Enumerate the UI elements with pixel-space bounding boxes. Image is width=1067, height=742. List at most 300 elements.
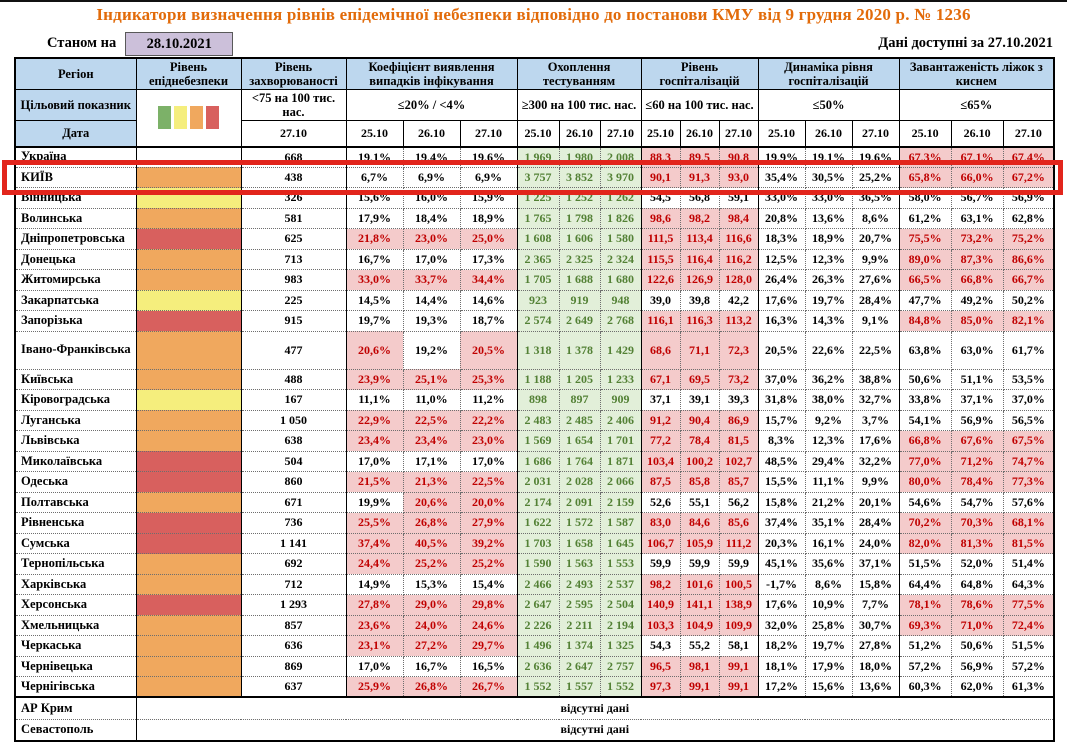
- hospitalization-cell: 54,5: [641, 188, 680, 209]
- dynamics-cell: 38,8%: [852, 369, 899, 390]
- no-data-cell: відсутні дані: [136, 697, 1054, 719]
- dynamics-cell: 20,3%: [758, 533, 805, 554]
- incidence-cell: 692: [241, 554, 346, 575]
- dynamics-cell: 35,6%: [805, 554, 852, 575]
- region-cell: Донецька: [15, 249, 136, 270]
- danger-level-cell: [136, 188, 241, 209]
- danger-level-cell: [136, 451, 241, 472]
- oxygen-cell: 56,7%: [951, 188, 1003, 209]
- dynamics-cell: 15,8%: [852, 574, 899, 595]
- hospitalization-cell: 128,0: [719, 270, 758, 291]
- dynamics-cell: 16,1%: [805, 533, 852, 554]
- testing-cell: 1 686: [517, 451, 559, 472]
- incidence-cell: 712: [241, 574, 346, 595]
- table-row: [15, 472, 1054, 493]
- oxygen-cell: 63,0%: [951, 331, 1003, 369]
- oxygen-cell: 61,3%: [1003, 677, 1054, 698]
- oxygen-cell: 67,6%: [951, 431, 1003, 452]
- testing-cell: 1 552: [600, 677, 641, 698]
- dynamics-cell: 18,0%: [852, 656, 899, 677]
- oxygen-cell: 82,0%: [899, 533, 951, 554]
- hospitalization-cell: 105,9: [680, 533, 719, 554]
- oxygen-cell: 47,7%: [899, 290, 951, 311]
- hospitalization-cell: 88,3: [641, 147, 680, 168]
- incidence-cell: 857: [241, 615, 346, 636]
- hospitalization-cell: 67,1: [641, 369, 680, 390]
- oxygen-cell: 51,2%: [899, 636, 951, 657]
- testing-cell: 1 608: [517, 229, 559, 250]
- oxygen-cell: 78,1%: [899, 595, 951, 616]
- dynamics-cell: 32,7%: [852, 390, 899, 411]
- hospitalization-cell: 96,5: [641, 656, 680, 677]
- testing-cell: 2 595: [559, 595, 600, 616]
- hospitalization-cell: 52,6: [641, 492, 680, 513]
- dynamics-cell: 29,4%: [805, 451, 852, 472]
- hospitalization-cell: 54,3: [641, 636, 680, 657]
- dynamics-cell: 37,4%: [758, 513, 805, 534]
- testing-cell: 1 572: [559, 513, 600, 534]
- region-cell: Запорізька: [15, 311, 136, 332]
- dynamics-cell: 16,3%: [758, 311, 805, 332]
- testing-cell: 1 798: [559, 208, 600, 229]
- dynamics-cell: 9,9%: [852, 249, 899, 270]
- table-row: [15, 677, 1054, 698]
- danger-level-cell: [136, 574, 241, 595]
- danger-level-cell: [136, 472, 241, 493]
- legend-swatch: [206, 106, 219, 129]
- region-cell: Волинська: [15, 208, 136, 229]
- oxygen-cell: 54,6%: [899, 492, 951, 513]
- incidence-cell: 1 293: [241, 595, 346, 616]
- date-cell: 27.10: [852, 121, 899, 147]
- danger-level-cell: [136, 229, 241, 250]
- detection-cell: 18,9%: [460, 208, 517, 229]
- dynamics-cell: 12,5%: [758, 249, 805, 270]
- hospitalization-cell: 56,8: [680, 188, 719, 209]
- incidence-cell: 671: [241, 492, 346, 513]
- dynamics-cell: 36,2%: [805, 369, 852, 390]
- table-row: [15, 615, 1054, 636]
- detection-cell: 21,8%: [346, 229, 403, 250]
- oxygen-cell: 86,6%: [1003, 249, 1054, 270]
- testing-cell: 2 211: [559, 615, 600, 636]
- detection-cell: 18,7%: [460, 311, 517, 332]
- detection-cell: 27,2%: [403, 636, 460, 657]
- testing-cell: 3 970: [600, 167, 641, 188]
- table-row: [15, 533, 1054, 554]
- hospitalization-cell: 98,2: [641, 574, 680, 595]
- oxygen-cell: 56,5%: [1003, 410, 1054, 431]
- danger-level-cell: [136, 167, 241, 188]
- hospitalization-cell: 58,1: [719, 636, 758, 657]
- detection-cell: 40,5%: [403, 533, 460, 554]
- testing-cell: 1 262: [600, 188, 641, 209]
- detection-cell: 16,7%: [346, 249, 403, 270]
- detection-cell: 17,9%: [346, 208, 403, 229]
- oxygen-cell: 63,8%: [899, 331, 951, 369]
- dynamics-cell: 14,3%: [805, 311, 852, 332]
- hospitalization-cell: 98,2: [680, 208, 719, 229]
- testing-cell: 1 606: [559, 229, 600, 250]
- testing-cell: 1 980: [559, 147, 600, 168]
- oxygen-cell: 61,2%: [899, 208, 951, 229]
- date-cell: 25.10: [641, 121, 680, 147]
- oxygen-cell: 71,2%: [951, 451, 1003, 472]
- oxygen-cell: 75,2%: [1003, 229, 1054, 250]
- region-cell: Луганська: [15, 410, 136, 431]
- detection-cell: 26,8%: [403, 513, 460, 534]
- dynamics-cell: 45,1%: [758, 554, 805, 575]
- testing-cell: 1 318: [517, 331, 559, 369]
- report-date-bar: [14, 31, 1053, 56]
- testing-cell: 2 174: [517, 492, 559, 513]
- oxygen-cell: 85,0%: [951, 311, 1003, 332]
- region-cell: Херсонська: [15, 595, 136, 616]
- oxygen-cell: 66,8%: [951, 270, 1003, 291]
- dynamics-cell: 17,6%: [758, 290, 805, 311]
- target-detection: ≤20% / <4%: [346, 90, 517, 121]
- target-row-label: Цільовий показник: [15, 90, 136, 121]
- detection-cell: 15,4%: [460, 574, 517, 595]
- oxygen-cell: 67,4%: [1003, 147, 1054, 168]
- hospitalization-cell: 55,2: [680, 636, 719, 657]
- hospitalization-cell: 71,1: [680, 331, 719, 369]
- testing-cell: 909: [600, 390, 641, 411]
- dynamics-cell: 20,7%: [852, 229, 899, 250]
- incidence-cell: 638: [241, 431, 346, 452]
- oxygen-cell: 77,0%: [899, 451, 951, 472]
- detection-cell: 19,1%: [346, 147, 403, 168]
- detection-cell: 22,2%: [460, 410, 517, 431]
- incidence-cell: 581: [241, 208, 346, 229]
- table-row: [15, 636, 1054, 657]
- testing-cell: 948: [600, 290, 641, 311]
- oxygen-cell: 72,4%: [1003, 615, 1054, 636]
- region-cell: Черкаська: [15, 636, 136, 657]
- testing-cell: 1 205: [559, 369, 600, 390]
- incidence-cell: 438: [241, 167, 346, 188]
- oxygen-cell: 54,1%: [899, 410, 951, 431]
- danger-level-cell: [136, 554, 241, 575]
- oxygen-cell: 62,0%: [951, 677, 1003, 698]
- detection-cell: 17,3%: [460, 249, 517, 270]
- testing-cell: 2 194: [600, 615, 641, 636]
- testing-cell: 1 557: [559, 677, 600, 698]
- dynamics-cell: -1,7%: [758, 574, 805, 595]
- dynamics-cell: 28,4%: [852, 290, 899, 311]
- testing-cell: 2 466: [517, 574, 559, 595]
- table-row: [15, 656, 1054, 677]
- testing-cell: 1 871: [600, 451, 641, 472]
- danger-level-cell: [136, 656, 241, 677]
- oxygen-cell: 64,8%: [951, 574, 1003, 595]
- dynamics-cell: 18,9%: [805, 229, 852, 250]
- oxygen-cell: 67,1%: [951, 147, 1003, 168]
- detection-cell: 26,7%: [460, 677, 517, 698]
- date-cell: 25.10: [758, 121, 805, 147]
- danger-level-cell: [136, 533, 241, 554]
- date-cell: 26.10: [951, 121, 1003, 147]
- hospitalization-cell: 141,1: [680, 595, 719, 616]
- region-cell: Севастополь: [15, 719, 136, 741]
- date-cell: 27.10: [241, 121, 346, 147]
- detection-cell: 17,0%: [346, 656, 403, 677]
- dynamics-cell: 15,6%: [805, 677, 852, 698]
- oxygen-cell: 75,5%: [899, 229, 951, 250]
- region-cell: Полтавська: [15, 492, 136, 513]
- hospitalization-cell: 39,3: [719, 390, 758, 411]
- detection-cell: 14,4%: [403, 290, 460, 311]
- danger-level-cell: [136, 636, 241, 657]
- oxygen-cell: 84,8%: [899, 311, 951, 332]
- oxygen-cell: 82,1%: [1003, 311, 1054, 332]
- detection-cell: 33,7%: [403, 270, 460, 291]
- detection-cell: 14,6%: [460, 290, 517, 311]
- detection-cell: 19,6%: [460, 147, 517, 168]
- hospitalization-cell: 59,9: [641, 554, 680, 575]
- testing-cell: 1 826: [600, 208, 641, 229]
- region-cell: КИЇВ: [15, 167, 136, 188]
- oxygen-cell: 58,0%: [899, 188, 951, 209]
- dynamics-cell: 17,6%: [758, 595, 805, 616]
- dynamics-cell: 15,7%: [758, 410, 805, 431]
- dynamics-cell: 35,1%: [805, 513, 852, 534]
- hospitalization-cell: 91,3: [680, 167, 719, 188]
- hospitalization-cell: 83,0: [641, 513, 680, 534]
- hospitalization-cell: 98,6: [641, 208, 680, 229]
- hospitalization-cell: 113,4: [680, 229, 719, 250]
- col-header-detection: Коефіцієнт виявлення випадків інфікування: [346, 58, 517, 90]
- hospitalization-cell: 106,7: [641, 533, 680, 554]
- hospitalization-cell: 91,2: [641, 410, 680, 431]
- dynamics-cell: 48,5%: [758, 451, 805, 472]
- region-cell: Одеська: [15, 472, 136, 493]
- hospitalization-cell: 99,1: [719, 677, 758, 698]
- hospitalization-cell: 122,6: [641, 270, 680, 291]
- dynamics-cell: 33,0%: [758, 188, 805, 209]
- dynamics-cell: 32,2%: [852, 451, 899, 472]
- incidence-cell: 636: [241, 636, 346, 657]
- hospitalization-cell: 37,1: [641, 390, 680, 411]
- incidence-cell: 1 050: [241, 410, 346, 431]
- hospitalization-cell: 85,8: [680, 472, 719, 493]
- oxygen-cell: 66,7%: [1003, 270, 1054, 291]
- date-cell: 26.10: [805, 121, 852, 147]
- table-row: [15, 574, 1054, 595]
- dynamics-cell: 35,4%: [758, 167, 805, 188]
- table-body: [15, 147, 1054, 742]
- date-cell: 26.10: [403, 121, 460, 147]
- testing-cell: 1 590: [517, 554, 559, 575]
- hospitalization-cell: 89,5: [680, 147, 719, 168]
- testing-cell: 1 969: [517, 147, 559, 168]
- testing-cell: 1 429: [600, 331, 641, 369]
- detection-cell: 25,0%: [460, 229, 517, 250]
- detection-cell: 19,4%: [403, 147, 460, 168]
- danger-level-cell: [136, 390, 241, 411]
- table-row: [15, 554, 1054, 575]
- dynamics-cell: 28,4%: [852, 513, 899, 534]
- testing-cell: 2 757: [600, 656, 641, 677]
- testing-cell: 897: [559, 390, 600, 411]
- oxygen-cell: 64,4%: [899, 574, 951, 595]
- oxygen-cell: 49,2%: [951, 290, 1003, 311]
- detection-cell: 39,2%: [460, 533, 517, 554]
- oxygen-cell: 66,5%: [899, 270, 951, 291]
- oxygen-cell: 51,5%: [899, 554, 951, 575]
- danger-level-cell: [136, 311, 241, 332]
- page-title: Індикатори визначення рівнів епідемічної небезпеки відповідно до постанови КМУ від 9 грудня 2020 р. № 1236: [96, 5, 971, 24]
- target-hospitalization: ≤60 на 100 тис. нас.: [641, 90, 758, 121]
- detection-cell: 24,0%: [403, 615, 460, 636]
- testing-cell: 2 493: [559, 574, 600, 595]
- oxygen-cell: 37,0%: [1003, 390, 1054, 411]
- hospitalization-cell: 100,2: [680, 451, 719, 472]
- dynamics-cell: 19,9%: [758, 147, 805, 168]
- detection-cell: 19,2%: [403, 331, 460, 369]
- detection-cell: 23,9%: [346, 369, 403, 390]
- hospitalization-cell: 81,5: [719, 431, 758, 452]
- incidence-cell: 736: [241, 513, 346, 534]
- danger-level-cell: [136, 492, 241, 513]
- hospitalization-cell: 97,3: [641, 677, 680, 698]
- dynamics-cell: 13,6%: [852, 677, 899, 698]
- detection-cell: 23,6%: [346, 615, 403, 636]
- oxygen-cell: 54,7%: [951, 492, 1003, 513]
- table-row: [15, 697, 1054, 719]
- table-row: [15, 390, 1054, 411]
- dynamics-cell: 15,8%: [758, 492, 805, 513]
- dynamics-cell: 18,3%: [758, 229, 805, 250]
- dynamics-cell: 19,1%: [805, 147, 852, 168]
- detection-cell: 34,4%: [460, 270, 517, 291]
- detection-cell: 11,1%: [346, 390, 403, 411]
- testing-cell: 2 649: [559, 311, 600, 332]
- incidence-cell: 637: [241, 677, 346, 698]
- date-cell: 27.10: [460, 121, 517, 147]
- legend-swatch: [158, 106, 171, 129]
- hospitalization-cell: 73,2: [719, 369, 758, 390]
- danger-level-cell: [136, 270, 241, 291]
- testing-cell: 1 701: [600, 431, 641, 452]
- oxygen-cell: 64,3%: [1003, 574, 1054, 595]
- oxygen-cell: 78,4%: [951, 472, 1003, 493]
- testing-cell: 2 008: [600, 147, 641, 168]
- region-cell: Миколаївська: [15, 451, 136, 472]
- dynamics-cell: 25,8%: [805, 615, 852, 636]
- region-cell: Україна: [15, 147, 136, 168]
- table-row: [15, 188, 1054, 209]
- dynamics-cell: 26,4%: [758, 270, 805, 291]
- testing-cell: 1 705: [517, 270, 559, 291]
- dynamics-cell: 20,8%: [758, 208, 805, 229]
- danger-level-cell: [136, 615, 241, 636]
- table-row: [15, 270, 1054, 291]
- dynamics-cell: 19,7%: [805, 636, 852, 657]
- danger-level-cell: [136, 249, 241, 270]
- hospitalization-cell: 126,9: [680, 270, 719, 291]
- incidence-cell: 625: [241, 229, 346, 250]
- oxygen-cell: 53,5%: [1003, 369, 1054, 390]
- detection-cell: 25,2%: [460, 554, 517, 575]
- danger-level-cell: [136, 208, 241, 229]
- oxygen-cell: 81,3%: [951, 533, 1003, 554]
- oxygen-cell: 81,5%: [1003, 533, 1054, 554]
- testing-cell: 3 757: [517, 167, 559, 188]
- data-available-label: Дані доступні за 27.10.2021: [878, 35, 1053, 51]
- testing-cell: 2 406: [600, 410, 641, 431]
- testing-cell: 1 645: [600, 533, 641, 554]
- hospitalization-cell: 85,7: [719, 472, 758, 493]
- oxygen-cell: 65,8%: [899, 167, 951, 188]
- region-cell: Київська: [15, 369, 136, 390]
- detection-cell: 27,9%: [460, 513, 517, 534]
- legend-swatch: [174, 106, 187, 129]
- detection-cell: 25,1%: [403, 369, 460, 390]
- dynamics-cell: 11,1%: [805, 472, 852, 493]
- incidence-cell: 488: [241, 369, 346, 390]
- testing-cell: 898: [517, 390, 559, 411]
- oxygen-cell: 56,9%: [1003, 188, 1054, 209]
- hospitalization-cell: 39,0: [641, 290, 680, 311]
- detection-cell: 25,3%: [460, 369, 517, 390]
- table-row: [15, 492, 1054, 513]
- testing-cell: 2 636: [517, 656, 559, 677]
- incidence-cell: 668: [241, 147, 346, 168]
- detection-cell: 20,5%: [460, 331, 517, 369]
- dynamics-cell: 9,2%: [805, 410, 852, 431]
- testing-cell: 1 552: [517, 677, 559, 698]
- dynamics-cell: 21,2%: [805, 492, 852, 513]
- testing-cell: 1 225: [517, 188, 559, 209]
- hospitalization-cell: 99,1: [719, 656, 758, 677]
- table-row: [15, 331, 1054, 369]
- detection-cell: 23,0%: [403, 229, 460, 250]
- detection-cell: 17,1%: [403, 451, 460, 472]
- hospitalization-cell: 109,9: [719, 615, 758, 636]
- dynamics-cell: 37,0%: [758, 369, 805, 390]
- detection-cell: 24,6%: [460, 615, 517, 636]
- incidence-cell: 326: [241, 188, 346, 209]
- oxygen-cell: 51,4%: [1003, 554, 1054, 575]
- detection-cell: 24,4%: [346, 554, 403, 575]
- dynamics-cell: 9,9%: [852, 472, 899, 493]
- testing-cell: 1 622: [517, 513, 559, 534]
- hospitalization-cell: 69,5: [680, 369, 719, 390]
- region-cell: Вінницька: [15, 188, 136, 209]
- hospitalization-cell: 59,9: [719, 554, 758, 575]
- region-cell: Житомирська: [15, 270, 136, 291]
- testing-cell: 2 028: [559, 472, 600, 493]
- as-of-date-box: 28.10.2021: [125, 32, 233, 56]
- dynamics-cell: 19,7%: [805, 290, 852, 311]
- danger-level-cell: [136, 677, 241, 698]
- testing-cell: 1 587: [600, 513, 641, 534]
- table-row: [15, 290, 1054, 311]
- date-cell: 25.10: [517, 121, 559, 147]
- oxygen-cell: 67,2%: [1003, 167, 1054, 188]
- detection-cell: 20,0%: [460, 492, 517, 513]
- hospitalization-cell: 39,8: [680, 290, 719, 311]
- dynamics-cell: 24,0%: [852, 533, 899, 554]
- table-row: [15, 147, 1054, 168]
- detection-cell: 6,7%: [346, 167, 403, 188]
- detection-cell: 11,0%: [403, 390, 460, 411]
- hospitalization-cell: 59,1: [719, 188, 758, 209]
- region-cell: Кіровоградська: [15, 390, 136, 411]
- testing-cell: 1 680: [600, 270, 641, 291]
- oxygen-cell: 33,8%: [899, 390, 951, 411]
